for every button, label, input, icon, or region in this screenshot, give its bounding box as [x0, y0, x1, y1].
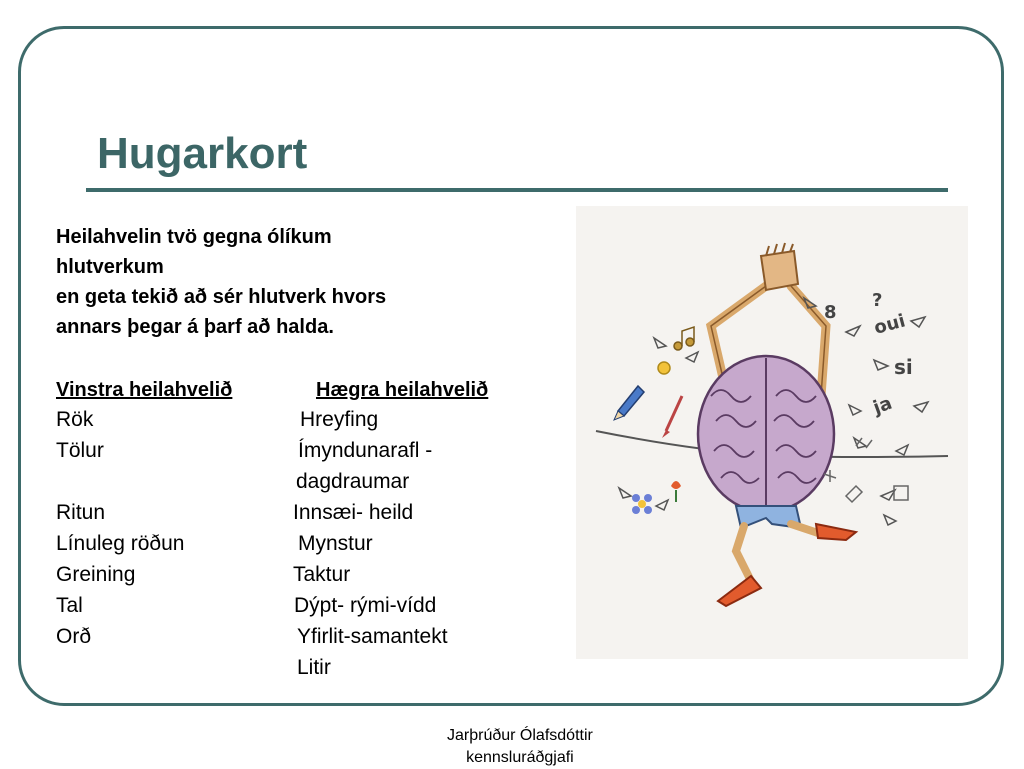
- intro-line: annars þegar á þarf að halda.: [56, 316, 334, 338]
- right-item: Innsæi- heild: [293, 501, 414, 524]
- left-hemisphere-header: Vinstra heilahvelið: [56, 379, 233, 401]
- author-role: kennsluráðgjafi: [466, 749, 574, 766]
- title-underline: [86, 188, 948, 192]
- floating-word-ja: ja: [870, 392, 895, 419]
- right-item: Ímyndunarafl -: [298, 439, 433, 462]
- slide-title: Hugarkort: [97, 129, 308, 178]
- left-item: Greining: [56, 563, 136, 586]
- intro-line: en geta tekið að sér hlutverk hvors: [56, 286, 387, 308]
- left-item: Orð: [56, 625, 92, 648]
- right-item: Litir: [297, 656, 331, 679]
- floating-symbol-8: 8: [824, 302, 837, 323]
- right-item: dagdraumar: [296, 470, 410, 493]
- intro-line: Heilahvelin tvö gegna ólíkum: [56, 226, 332, 248]
- left-item: Rök: [56, 408, 94, 431]
- left-item: Tal: [56, 594, 83, 617]
- intro-text: [56, 222, 536, 342]
- left-item: Tölur: [56, 439, 104, 462]
- intro-line: hlutverkum: [56, 256, 164, 278]
- right-item: Yfirlit-samantekt: [297, 625, 448, 648]
- right-hemisphere-header: Hægra heilahvelið: [316, 379, 489, 401]
- right-item: Mynstur: [298, 532, 373, 555]
- floating-symbol-question: ?: [872, 290, 883, 311]
- right-item: Dýpt- rými-vídd: [294, 594, 437, 617]
- author-name: Jarþrúður Ólafsdóttir: [447, 727, 593, 744]
- floating-word-si: si: [894, 355, 913, 379]
- brain-illustration: [576, 206, 968, 659]
- right-item: Hreyfing: [300, 408, 379, 431]
- dancing-brain-drawing: [576, 206, 968, 659]
- left-item: Línuleg röðun: [56, 532, 185, 555]
- floating-word-oui: oui: [871, 310, 908, 339]
- left-item: Ritun: [56, 501, 106, 524]
- right-item: Taktur: [293, 563, 351, 586]
- flower-icon: [632, 494, 652, 514]
- slide-footer: [447, 725, 593, 769]
